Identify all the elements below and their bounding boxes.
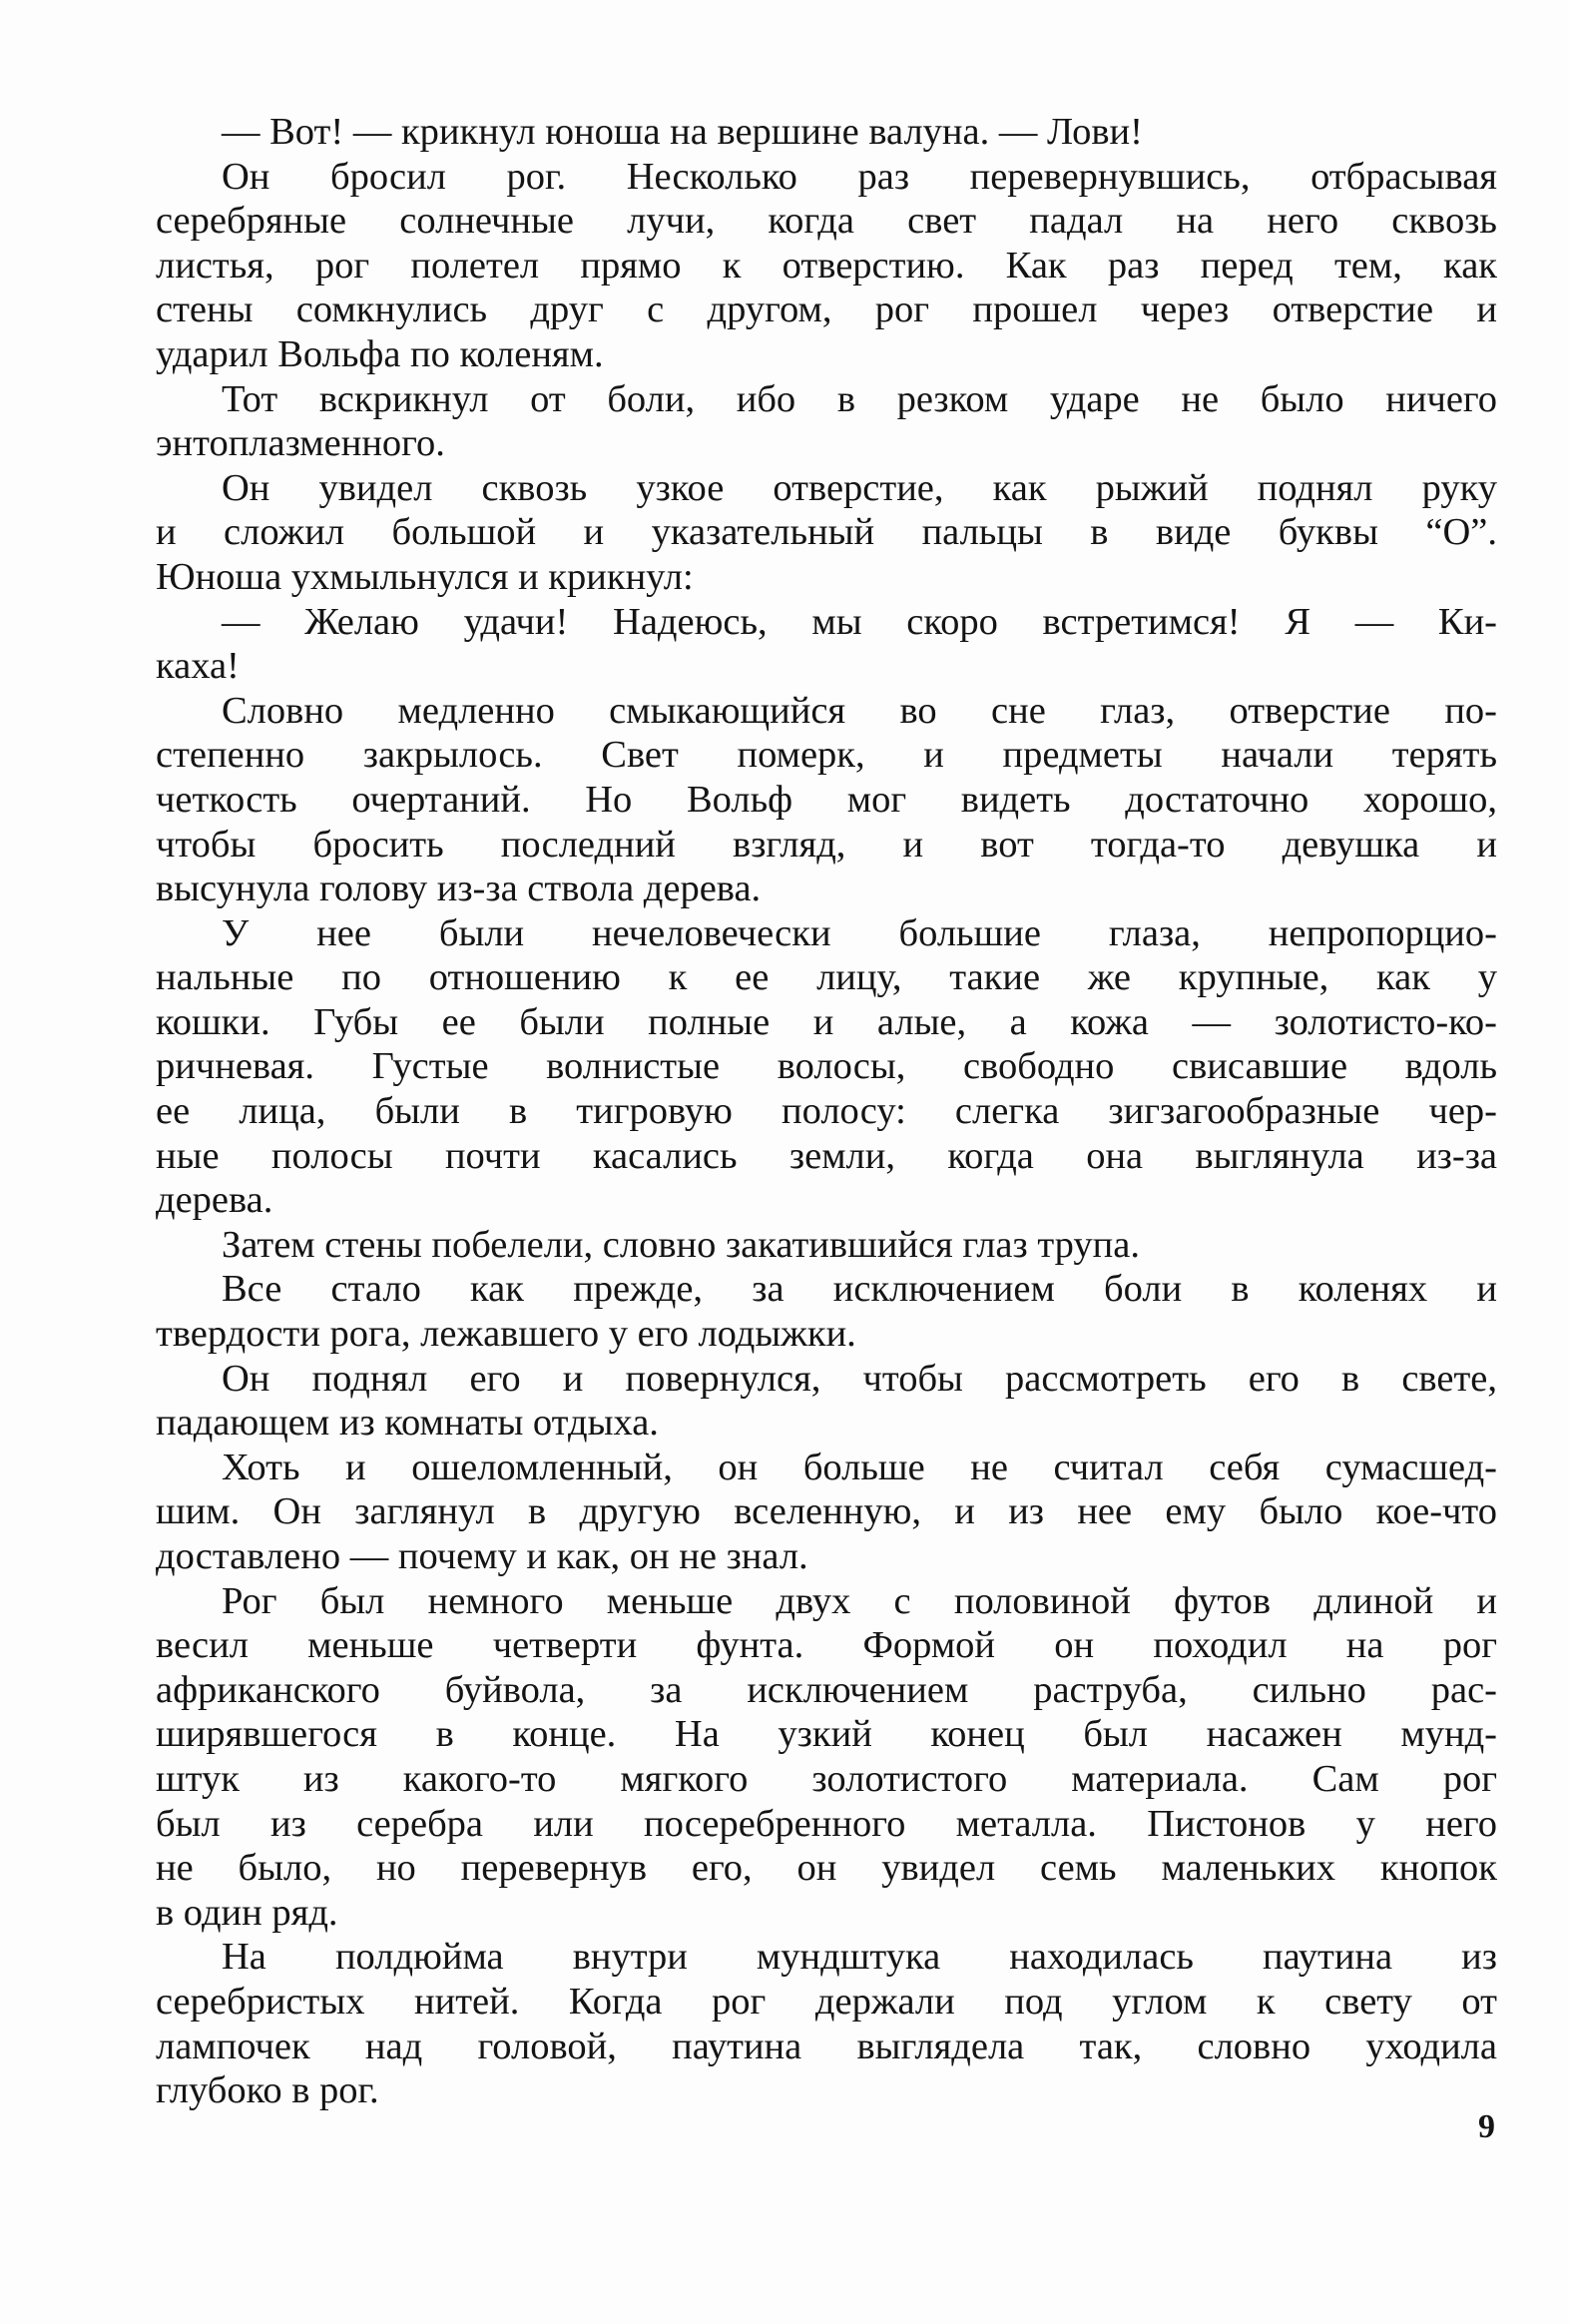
text-line: Затем стены побелели, словно закатившийся глаз трупа. [222,1223,1140,1266]
text-line: Юноша ухмыльнулся и крикнул: [156,555,694,598]
text-line: ные полосы почти касались земли, когда она выглянула из-за [156,1134,1497,1177]
text-line: нальные по отношению к ее лицу, такие же крупные, как у [156,956,1497,999]
text-line: глубоко в рог. [156,2069,379,2112]
text-line: Он поднял его и повернулся, чтобы рассмотреть его в свете, [222,1357,1497,1400]
text-line: серебряные солнечные лучи, когда свет падал на него сквозь [156,200,1497,243]
text-line: каха! [156,645,240,688]
page-number: 9 [1478,2108,1495,2145]
text-line: штук из какого-то мягкого золотистого материала. Сам рог [156,1757,1497,1800]
text-line: Хоть и ошеломленный, он больше не считал себя сумасшед- [222,1446,1497,1488]
text-line: У нее были нечеловечески большие глаза, непропорцио- [222,911,1497,954]
text-line: серебристых нитей. Когда рог держали под углом к свету от [156,1980,1497,2023]
text-line: высунула голову из-за ствола дерева. [156,868,762,910]
text-line: чтобы бросить последний взгляд, и вот тогда-то девушка и [156,823,1497,866]
text-line: кошки. Губы ее были полные и алые, а кожа — золотисто-ко- [156,1000,1497,1043]
text-line: доставлено — почему и как, он не знал. [156,1535,808,1577]
text-line: ее лица, были в тигровую полосу: слегка зигзагообразные чер- [156,1090,1497,1133]
text-line: Он бросил рог. Несколько раз перевернувшись, отбрасывая [222,155,1497,198]
text-line: энтоплазменного. [156,422,445,465]
text-line: Словно медленно смыкающийся во сне глаз, отверстие по- [222,689,1497,732]
text-line: На полдюйма внутри мундштука находилась паутина из [222,1936,1497,1979]
text-line: листья, рог полетел прямо к отверстию. Как раз перед тем, как [156,244,1497,287]
text-line: ричневая. Густые волнистые волосы, свободно свисавшие вдоль [156,1045,1497,1088]
text-line: дерева. [156,1179,273,1222]
text-line: падающем из комнаты отдыха. [156,1402,659,1445]
body-text [156,110,1497,2113]
text-line: Все стало как прежде, за исключением боли в коленях и [222,1268,1497,1311]
text-line: был из серебра или посеребренного металла. Пистонов у него [156,1802,1497,1845]
text-line: стены сомкнулись друг с другом, рог прошел через отверстие и [156,289,1497,331]
text-line: африканского буйвола, за исключением раструба, сильно рас- [156,1668,1497,1711]
text-line: Он увидел сквозь узкое отверстие, как рыжий поднял руку [222,466,1497,509]
text-line: Тот вскрикнул от боли, ибо в резком ударе не было ничего [222,377,1497,420]
text-line: четкость очертаний. Но Вольф мог видеть достаточно хорошо, [156,778,1497,821]
text-line: ширявшегося в конце. На узкий конец был насажен мунд- [156,1713,1497,1756]
text-line: — Вот! — крикнул юноша на вершине валуна. — Лови! [222,111,1143,153]
text-line: Рог был немного меньше двух с половиной футов длиной и [222,1579,1497,1622]
text-line: ударил Вольфа по коленям. [156,332,604,375]
text-line: — Желаю удачи! Надеюсь, мы скоро встретимся! Я — Ки- [222,600,1497,643]
text-line: не было, но перевернув его, он увидел семь маленьких кнопок [156,1847,1497,1890]
text-line: степенно закрылось. Свет померк, и предметы начали терять [156,734,1497,777]
text-line: в один ряд. [156,1891,338,1934]
text-line: и сложил большой и указательный пальцы в виде буквы “О”. [156,511,1497,554]
text-line: твердости рога, лежавшего у его лодыжки. [156,1313,856,1356]
text-line: лампочек над головой, паутина выглядела так, словно уходила [156,2025,1497,2067]
text-line: шим. Он заглянул в другую вселенную, и из нее ему было кое-что [156,1490,1497,1533]
text-line: весил меньше четверти фунта. Формой он походил на рог [156,1624,1497,1667]
